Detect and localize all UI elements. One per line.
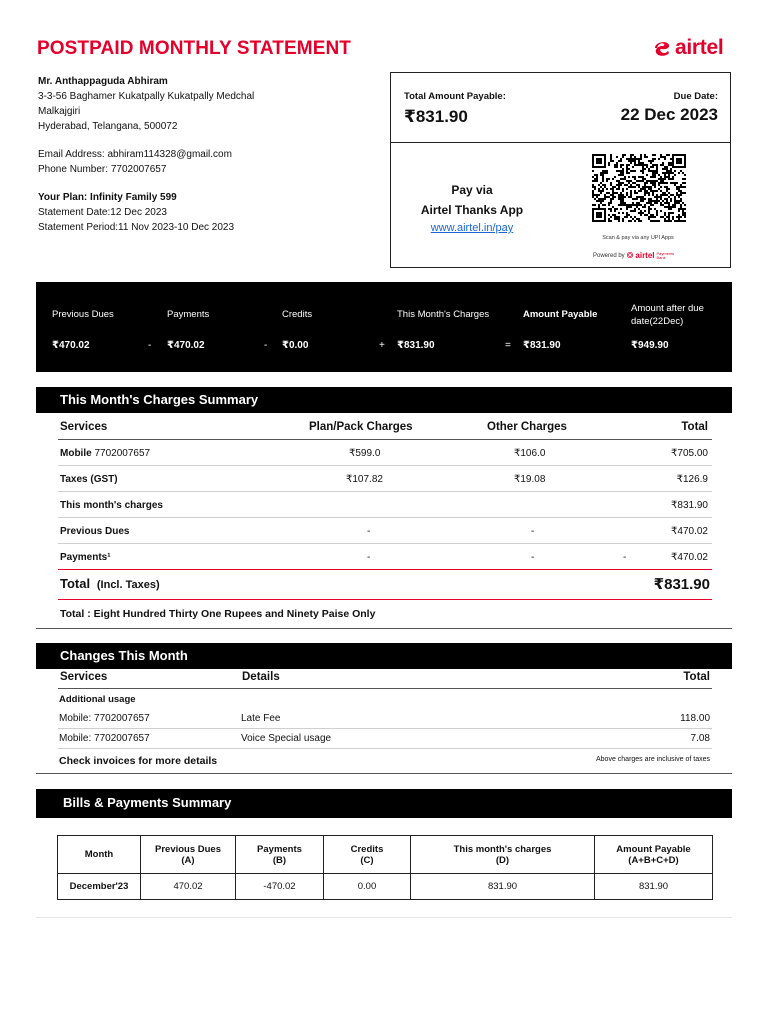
bills-col-previous-dues	[141, 836, 236, 874]
bills-cell-previous-dues: 470.02	[141, 874, 236, 900]
qr-code-icon[interactable]	[592, 154, 686, 222]
row-other: -	[531, 526, 535, 537]
address-line-1: 3-3-56 Baghamer Kukatpally Kukatpally Medchal	[38, 91, 255, 102]
charges-row-payments	[58, 544, 712, 570]
change-service: Mobile: 7702007657	[59, 713, 150, 724]
bar-operator-4: =	[505, 340, 511, 351]
header-line: Previous Dues	[155, 843, 221, 855]
bills-col-payments	[236, 836, 324, 874]
bar-value-after-due: ₹949.90	[631, 340, 669, 351]
due-date-value: 22 Dec 2023	[620, 105, 718, 124]
row-label: This month's charges	[60, 500, 163, 511]
charges-total-row	[58, 570, 712, 600]
row-total: ₹705.00	[671, 448, 708, 459]
row-other: -	[531, 552, 535, 563]
statement-period: Statement Period:11 Nov 2023-10 Dec 2023	[38, 222, 235, 233]
bills-heading: Bills & Payments Summary	[36, 789, 732, 818]
bar-operator-1: -	[148, 340, 152, 351]
row-plan: -	[367, 552, 371, 563]
header-line-sub: (A+B+C+D)	[628, 854, 679, 866]
powered-by-brand: airtel	[635, 251, 655, 260]
bar-value-month-charges: ₹831.90	[397, 340, 435, 351]
pay-via-line-1: Pay via	[451, 183, 493, 197]
col-total: Total	[681, 421, 708, 433]
pay-via-text	[412, 180, 532, 220]
row-other: ₹19.08	[514, 474, 546, 485]
address-line-2: Malkajgiri	[38, 106, 81, 117]
check-invoices-text: Check invoices for more details	[59, 755, 218, 767]
bills-col-month-charges	[411, 836, 595, 874]
charges-row-taxes	[58, 466, 712, 492]
total-label: Total	[60, 576, 91, 591]
charges-row-mobile	[58, 440, 712, 466]
bar-operator-3: +	[379, 340, 385, 351]
row-total: ₹470.02	[671, 552, 708, 563]
airtel-swirl-icon	[652, 39, 672, 57]
col-services: Services	[60, 671, 108, 683]
divider	[36, 917, 732, 918]
divider	[36, 628, 732, 629]
bills-cell-month-charges: 831.90	[411, 874, 595, 900]
phone-number: Phone Number: 7702007657	[38, 164, 167, 175]
header-line-sub: (B)	[272, 854, 287, 866]
col-total: Total	[683, 671, 710, 683]
change-total: 7.08	[690, 733, 710, 744]
row-label: Previous Dues	[60, 526, 130, 537]
payment-box-top	[391, 73, 730, 143]
bar-header-credits: Credits	[282, 309, 313, 320]
header-line: Credits	[350, 843, 384, 855]
row-total: ₹470.02	[671, 526, 708, 537]
scan-pay-text: Scan & pay via any UPI Apps	[602, 235, 674, 241]
address-line-3: Hyderabad, Telangana, 500072	[38, 121, 178, 132]
customer-details	[38, 74, 368, 235]
row-minus: -	[623, 552, 627, 563]
powered-by-sub: Payments Bank	[656, 250, 675, 260]
bar-header-amount-payable: Amount Payable	[523, 309, 598, 320]
due-date-label: Due Date:	[673, 91, 718, 102]
changes-heading: Changes This Month	[36, 643, 732, 669]
airtel-logo-text: airtel	[675, 36, 724, 59]
pay-link[interactable]: www.airtel.in/pay	[430, 222, 514, 234]
col-plan-charges: Plan/Pack Charges	[309, 421, 413, 433]
row-plan: ₹107.82	[346, 474, 383, 485]
row-other: ₹106.0	[514, 448, 546, 459]
row-label	[60, 448, 150, 459]
row-plan: -	[367, 526, 371, 537]
header-line: Amount Payable	[616, 843, 691, 855]
change-detail: Late Fee	[241, 713, 281, 724]
pay-via-line-2: Airtel Thanks App	[420, 203, 524, 217]
row-total: ₹831.90	[671, 500, 708, 511]
bills-col-month	[58, 836, 141, 874]
email-address: Email Address: abhiram114328@gmail.com	[38, 149, 232, 160]
plan-name: Your Plan: Infinity Family 599	[38, 192, 177, 203]
bar-value-amount-payable: ₹831.90	[523, 340, 561, 351]
divider	[36, 773, 732, 774]
total-label-wrap	[60, 576, 160, 591]
charges-header-row	[58, 413, 712, 440]
total-value: ₹831.90	[653, 576, 710, 593]
row-label-main: Mobile	[60, 448, 92, 459]
bar-header-after-due	[631, 302, 704, 328]
powered-by-label: Powered by	[593, 252, 625, 259]
header-line-sub: (A)	[181, 854, 195, 866]
bar-header-payments: Payments	[167, 309, 210, 320]
bar-header-previous-dues: Previous Dues	[52, 309, 114, 320]
charges-row-month	[58, 492, 712, 518]
payments-bank-swirl-icon: ❂	[626, 251, 634, 260]
row-label: Payments¹	[60, 552, 111, 563]
airtel-logo	[652, 36, 723, 60]
bills-cell-payments: -470.02	[236, 874, 324, 900]
charges-row-previous-dues	[58, 518, 712, 544]
change-detail: Voice Special usage	[241, 733, 332, 744]
bills-col-amount-payable	[595, 836, 713, 874]
header-line-sub: (D)	[495, 854, 510, 866]
inclusive-taxes-note: Above charges are inclusive of taxes	[595, 756, 710, 763]
bar-value-previous-dues: ₹470.02	[52, 340, 90, 351]
header-line: This month's charges	[453, 843, 552, 855]
customer-name: Mr. Anthappaguda Abhiram	[38, 76, 168, 87]
bills-cell-credits: 0.00	[324, 874, 411, 900]
bar-value-credits: ₹0.00	[282, 340, 309, 351]
changes-row	[58, 729, 712, 749]
row-total: ₹126.9	[676, 474, 708, 485]
total-sub-label: (Incl. Taxes)	[96, 579, 160, 591]
changes-header-row	[58, 669, 712, 689]
change-total: 118.00	[680, 713, 710, 724]
change-service: Mobile: 7702007657	[59, 733, 150, 744]
bar-operator-2: -	[264, 340, 268, 351]
col-details: Details	[242, 671, 280, 683]
col-services: Services	[60, 421, 108, 433]
header-line: Payments	[257, 843, 302, 855]
total-payable-value: ₹831.90	[404, 107, 468, 126]
bar-header-after-due-line-2: date(22Dec)	[631, 316, 684, 327]
row-label: Taxes (GST)	[60, 474, 118, 485]
row-plan: ₹599.0	[349, 448, 381, 459]
header-line: Month	[84, 849, 114, 860]
changes-row	[58, 709, 712, 729]
bills-table	[57, 835, 713, 900]
bar-header-after-due-line-1: Amount after due	[631, 303, 704, 314]
total-payable-label: Total Amount Payable:	[404, 91, 506, 102]
statement-date: Statement Date:12 Dec 2023	[38, 207, 167, 218]
dues-summary-bar	[36, 282, 732, 372]
total-in-words: Total : Eight Hundred Thirty One Rupees and Ninety Paise Only	[60, 608, 376, 620]
header-line-sub: (C)	[360, 854, 374, 866]
bar-header-month-charges: This Month's Charges	[397, 309, 490, 320]
powered-by	[593, 251, 679, 260]
statement-title: POSTPAID MONTHLY STATEMENT	[37, 38, 352, 59]
bills-header-row	[58, 836, 713, 874]
bills-cell-month: December'23	[58, 874, 141, 900]
row-label-number: 7702007657	[94, 448, 151, 459]
bills-data-row	[58, 874, 713, 900]
bills-col-credits	[324, 836, 411, 874]
charges-summary-heading: This Month's Charges Summary	[36, 387, 732, 413]
bills-cell-amount-payable: 831.90	[595, 874, 713, 900]
additional-usage-label: Additional usage	[59, 694, 136, 705]
col-other-charges: Other Charges	[487, 421, 567, 433]
bar-value-payments: ₹470.02	[167, 340, 205, 351]
